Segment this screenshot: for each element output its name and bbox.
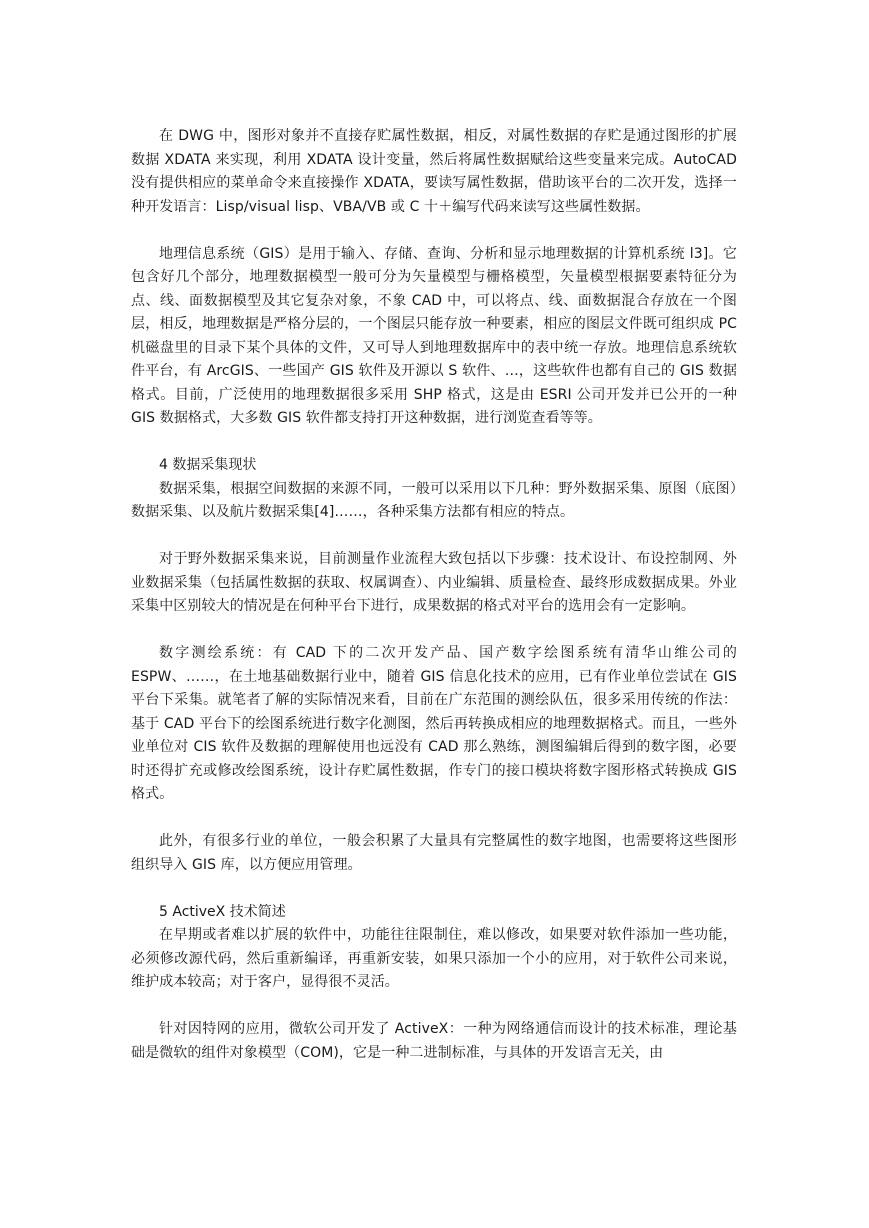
paragraph-gap (131, 619, 737, 643)
paragraph-dwg-xdata: 在 DWG 中，图形对象并不直接存贮属性数据，相反，对属性数据的存贮是通过图形的扩展数据 XDATA 来实现，利用 XDATA 设计变量，然后将属性数据赋给这些变量来完成。AutoCAD 没有提供相应的菜单命令来直接操作 XDATA，要读写属性数据，借助该平台的二次开发，选择一种开发语言：Lisp/visual lisp、VBA/VB 或 C 十＋编写代码来读写这些属性数据。 (131, 128, 737, 215)
paragraph-data-collection: 数据采集，根据空间数据的来源不同，一般可以采用以下几种：野外数据采集、原图（底图）数据采集、以及航片数据采集[4]……，各种采集方法都有相应的特点。 (131, 480, 737, 520)
paragraph-gap (131, 525, 737, 549)
paragraph-gap (131, 431, 737, 455)
paragraph-activex: 针对因特网的应用，微软公司开发了 ActiveX：一种为网络通信而设计的技术标准，理论基础是微软的组件对象模型（COM)，它是一种二进制标准，与具体的开发语言无关，由 (131, 1021, 737, 1061)
paragraph-field-collection: 对于野外数据采集来说，目前测量作业流程大致包括以下步骤：技术设计、布设控制网、外业数据采集（包括属性数据的获取、权属调查）、内业编辑、质量检查、最终形成数据成果。外业采集中区别较大的情况是在何种平台下进行，成果数据的格式对平台的选用会有一定影响。 (131, 551, 737, 614)
paragraph-gis-overview: 地理信息系统（GIS）是用于输入、存储、查询、分析和显示地理数据的计算机系统 l3]。它包含好几个部分，地理数据模型一般可分为矢量模型与栅格模型，矢量模型根据要素特征分为点、线、面数据模型及其它复杂对象，不象 CAD 中，可以将点、线、面数据混合存放在一个图层，相反，地理数据是严格分层的，一个图层只能存放一种要素，相应的图层文件既可组织成 PC 机磁盘里的目录下某个具体的文件，又可导人到地理数据库中的表中统一存放。地理信息系统软件平台，有 ArcGIS、一些国产 GIS 软件及开源以 S 软件、…，这些软件也都有自己的 GIS 数据格式。目前，广泛使用的地理数据很多采用 SHP 格式，这是由 ESRI 公司开发并已公开的一种 GIS 数据格式，大多数 GIS 软件都支持打开这种数据，进行浏览查看等等。 (131, 245, 737, 426)
paragraph-extensibility: 在早期或者难以扩展的软件中，功能往往限制住，难以修改，如果要对软件添加一些功能，必须修改源代码，然后重新编译，再重新安装，如果只添加一个小的应用，对于软件公司来说，维护成本较高；对于客户，显得很不灵活。 (131, 927, 737, 990)
paragraph-gap (131, 995, 737, 1019)
paragraph-gap (131, 219, 737, 243)
document-page (131, 125, 737, 1065)
paragraph-gap (131, 877, 737, 901)
paragraph-digital-mapping: 数字测绘系统：有 CAD 下的二次开发产品、国产数字绘图系统有清华山维公司的 ESPW、……，在土地基础数据行业中，随着 GIS 信息化技术的应用，已有作业单位尝试在 GIS 平台下采集。就笔者了解的实际情况来看，目前在广东范围的测绘队伍，很多采用传统的作法：基于 CAD 平台下的绘图系统进行数字化测图，然后再转换成相应的地理数据格式。而且，一些外业单位对 CIS 软件及数据的理解使用也远没有 CAD 那么熟练，测图编辑后得到的数字图，必要时还得扩充或修改绘图系统，设计存贮属性数据，作专门的接口模块将数字图形格式转换成 GIS 格式。 (131, 645, 737, 802)
section-heading-5: 5 ActiveX 技术简述 (159, 903, 286, 920)
paragraph-gap (131, 807, 737, 831)
section-heading-4: 4 数据采集现状 (159, 457, 257, 473)
paragraph-industry-maps: 此外，有很多行业的单位，一般会积累了大量具有完整属性的数字地图，也需要将这些图形组织导入 GIS 库，以方便应用管理。 (131, 833, 737, 873)
